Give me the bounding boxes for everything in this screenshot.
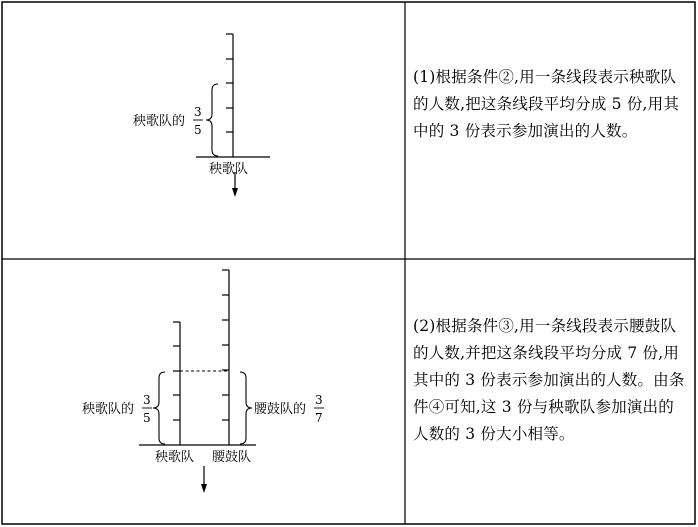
bar1-label: 秧歌队: [155, 450, 195, 465]
fraction-denominator: 5: [194, 123, 202, 137]
brace-1: [206, 84, 218, 156]
left-fraction-denominator: 5: [143, 411, 151, 425]
explanation-2: (2)根据条件③,用一条线段表示腰鼓队的人数,并把这条线段平均分成 7 份,用其中的 3 份表示参加演出的人数。由条件④可知,这 3 份与秧歌队参加演出的人数的 3 份大小相等。: [413, 317, 685, 443]
brace-left: [153, 372, 165, 444]
left-fraction-numerator: 3: [143, 393, 151, 407]
left-label: 秧歌队的: [82, 402, 135, 417]
right-fraction-numerator: 3: [315, 393, 323, 407]
diagram-2-labels: [82, 393, 324, 465]
side-label: 秧歌队的: [133, 114, 186, 129]
diagram-1-labels: [133, 105, 248, 177]
arrow-down-icon: [232, 188, 238, 197]
brace-right: [240, 372, 252, 444]
right-label: 腰鼓队的: [254, 402, 307, 417]
explanation-1: (1)根据条件②,用一条线段表示秧歌队的人数,把这条线段平均分成 5 份,用其中的 3 份表示参加演出的人数。: [413, 68, 680, 140]
fraction-numerator: 3: [194, 105, 202, 119]
arrow-down-icon: [201, 484, 207, 493]
bar2-label: 腰鼓队: [212, 450, 252, 465]
bar-label: 秧歌队: [209, 162, 249, 177]
right-fraction-denominator: 7: [315, 411, 323, 425]
